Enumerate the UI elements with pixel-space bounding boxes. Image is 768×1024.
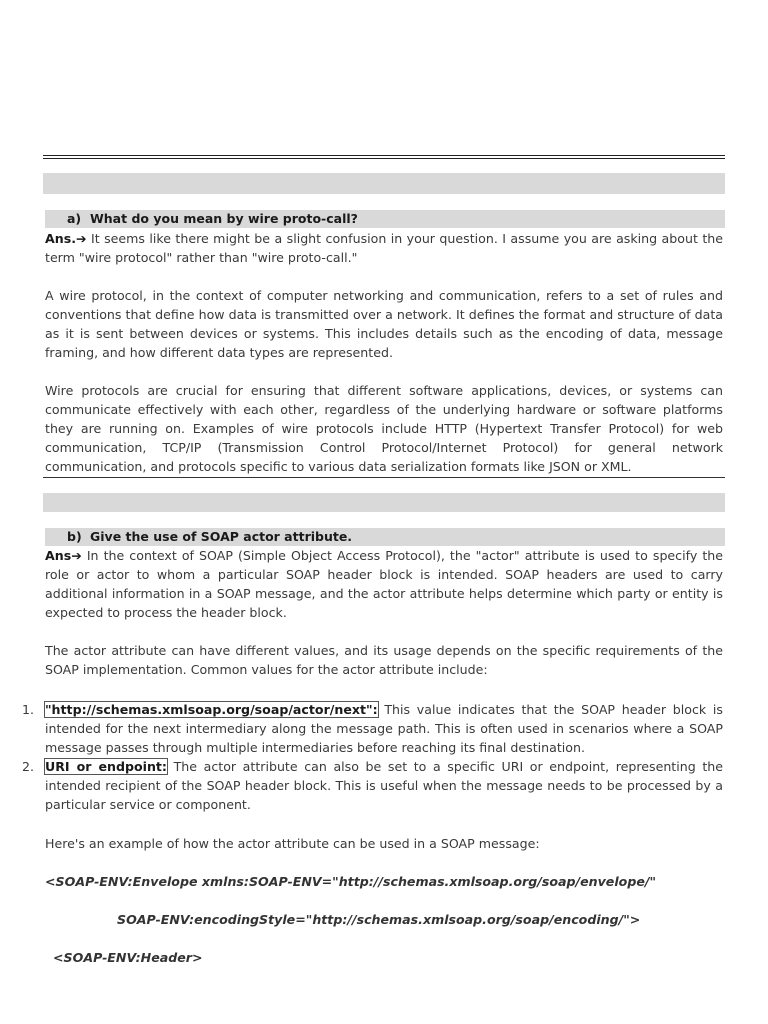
list-number: 1. [22,702,35,717]
question-a [45,210,725,228]
question-a-text: What do you mean by wire proto-call? [90,211,358,226]
code-line-encoding-style: SOAP-ENV:encodingStyle="http://schemas.xmlsoap.org/soap/encoding/"> [117,912,641,927]
question-a-marker: a) [67,211,82,226]
section-divider-rule [43,477,725,478]
code-line-envelope: <SOAP-ENV:Envelope xmlns:SOAP-ENV="http://schemas.xmlsoap.org/soap/envelope/" [45,874,657,889]
answer-b-label: Ans [45,548,72,563]
answer-a-paragraph-2: Wire protocols are crucial for ensuring that different software applications, devices, or systems can communicate effectively with each other, regardless of the underlying hardware or software platforms they are running on. Examples of wire protocols include HTTP (Hypertext Transfer Protocol) for web communication, TCP/IP (Transmission Control Protocol/Internet Protocol) for general network communication, and protocols specific to various data serialization formats like JSON or XML. [45,383,723,474]
list-description: This value indicates that the SOAP header block is intended for the next intermediary along the message path. This is often used in scenarios where a SOAP message passes through multiple intermediaries before reaching its final destination. [45,702,723,755]
list-item-text [45,700,723,757]
list-term: "http://schemas.xmlsoap.org/soap/actor/next": [45,702,378,717]
answer-a-intro [45,229,723,267]
top-double-rule [43,155,725,159]
list-number: 2. [22,759,35,774]
arrow-icon: ➔ [76,231,87,246]
section-a-shaded-band [43,173,725,194]
example-intro: Here's an example of how the actor attribute can be used in a SOAP message: [45,836,540,851]
list-term: URI or endpoint: [45,759,167,774]
answer-a-label: Ans. [45,231,76,246]
answer-a-paragraph-1: A wire protocol, in the context of computer networking and communication, refers to a set of rules and conventions that define how data is transmitted over a network. It defines the format and structure of data as it is sent between devices or systems. This includes details such as the encoding of data, message framing, and how different data types are represented. [45,288,723,360]
answer-b-intro [45,546,723,622]
answer-b-text: In the context of SOAP (Simple Object Access Protocol), the "actor" attribute is used to specify the role or actor to whom a particular SOAP header block is intended. SOAP headers are used to carry additional information in a SOAP message, and the actor attribute helps determine which party or entity is expected to process the header block. [45,548,723,620]
section-b-shaded-band [43,493,725,512]
list-item-text [45,757,723,814]
question-b [45,528,725,546]
answer-a-text: It seems like there might be a slight confusion in your question. I assume you are asking about the term "wire protocol" rather than "wire proto-call." [45,231,723,265]
code-line-header: <SOAP-ENV:Header> [53,950,203,965]
arrow-icon: ➔ [71,548,82,563]
answer-b-paragraph-1: The actor attribute can have different values, and its usage depends on the specific requirements of the SOAP implementation. Common values for the actor attribute include: [45,643,723,677]
question-b-marker: b) [67,529,82,544]
question-b-text: Give the use of SOAP actor attribute. [90,529,353,544]
list-description: The actor attribute can also be set to a specific URI or endpoint, representing the intended recipient of the SOAP header block. This is useful when the message needs to be processed by a particular service or component. [45,759,723,812]
